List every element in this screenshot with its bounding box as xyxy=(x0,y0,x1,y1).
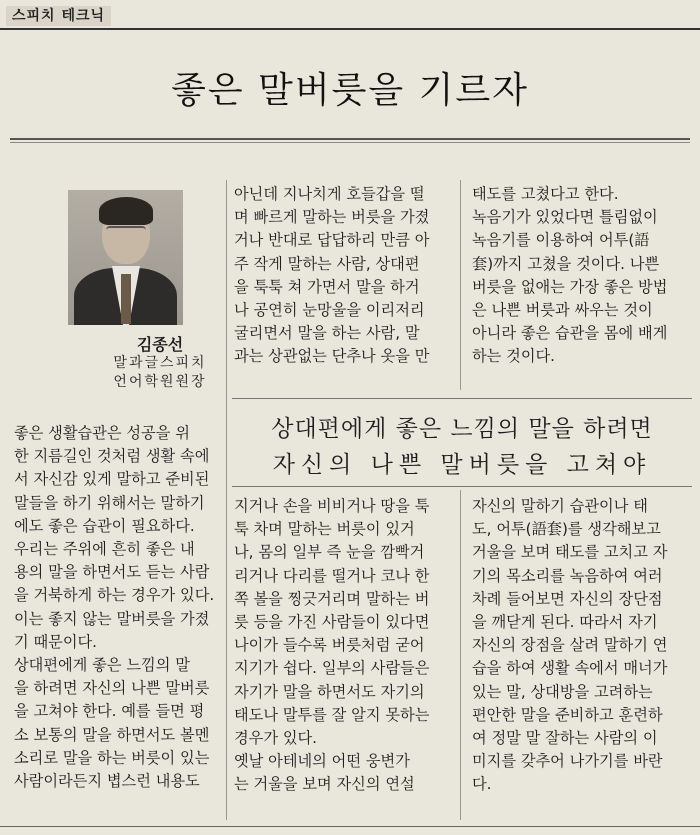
author-title-line1: 말과글스피치 xyxy=(113,355,207,371)
author-name: 김종선 xyxy=(136,335,184,354)
column-1-body: 좋은 생활습관은 성공을 위 한 지름길인 것처럼 생활 속에 서 자신감 있게 말하고 준비된 말들을 하기 위해서는 말하기 에도 좋은 습관이 필요하다. 우리는 주위에 흔히 좋은 내 용의 말을 하면서도 듣는 사람 을 거북하게 하는 경우가 있다. 이는 좋지 않는 말버릇을 가졌 기 때문이다. 상대편에게 좋은 느낌의 말 을 하려면 자신의 나쁜 말버릇 을 고쳐야 한다. 예를 들면 평 소 보통의 말을 하면서도 볼멘 소리로 말을 하는 버릇이 있는 사람이라든지 볍스런 내용도 xyxy=(14,424,215,791)
column-3-top: 태도를 고쳤다고 한다. 녹음기가 있었다면 틀림없이 녹음기를 이용하여 어투(語 套)까지 고쳤을 것이다. 나쁜 버릇을 없애는 가장 좋은 방법 은 나쁜 버릇과 싸우는 것이 아니라 좋은 습관을 몸에 배게 하는 것이다. xyxy=(472,185,668,366)
headline-rule-thin xyxy=(10,142,690,143)
column-divider-1 xyxy=(226,180,227,820)
author-title-line2: 언어학원원장 xyxy=(113,374,207,390)
headline: 좋은 말버릇을 기르자 xyxy=(171,70,529,111)
author-byline xyxy=(80,335,240,392)
section-tag: 스피치 테크닉 xyxy=(6,6,111,26)
subhead-line-1: 상대편에게 좋은 느낌의 말을 하려면 xyxy=(271,416,653,442)
column-2-top: 아닌데 지나치게 호들갑을 떨 며 빠르게 말하는 버릇을 가졌 거나 반대로 답답하리 만큼 아 주 작게 말하는 사람, 상대편 을 툭툭 쳐 가면서 말을 하거 나 공연히 눈망울을 이리저리 굴리면서 말을 하는 사람, 말 과는 상관없는 단추나 옷을 만 xyxy=(234,185,430,366)
subhead-rule-top xyxy=(232,398,692,399)
subhead-line-2: 자신의 나쁜 말버릇을 고쳐야 xyxy=(272,452,652,478)
column-3-bottom: 자신의 말하기 습관이나 태 도, 어투(語套)를 생각해보고 거울을 보며 태도를 고치고 자 기의 목소리를 녹음하여 여러 차례 들어보면 자신의 장단점 을 깨닫게 된다. 따라서 자기 자신의 장점을 살려 말하기 연 습을 하여 생활 속에서 매너가 있는 말, 상대방을 고려하는 편안한 말을 준비하고 훈련하 여 정말 말 잘하는 사람의 이 미지를 갖추어 나가기를 바란 다. xyxy=(472,497,668,794)
author-photo xyxy=(68,190,183,325)
column-2-bottom: 지거나 손을 비비거나 땅을 툭 툭 차며 말하는 버릇이 있거 나, 몸의 일부 즉 눈을 깜빡거 리거나 다리를 떨거나 코나 한 쪽 볼을 찡긋거리며 말하는 버 릇 등을 가진 사람들이 있다면 나이가 들수록 버릇처럼 굳어 지기가 쉽다. 일부의 사람들은 자기가 말을 하면서도 자기의 태도나 말투를 잘 알지 못하는 경우가 있다. 옛날 아테네의 어떤 웅변가 는 거울을 보며 자신의 연설 xyxy=(234,497,430,794)
top-rule xyxy=(0,28,700,30)
column-divider-2 xyxy=(460,180,461,390)
headline-rule xyxy=(10,138,690,140)
column-divider-3 xyxy=(460,490,461,820)
bottom-rule xyxy=(0,826,700,827)
subhead-rule-bottom xyxy=(232,486,692,487)
